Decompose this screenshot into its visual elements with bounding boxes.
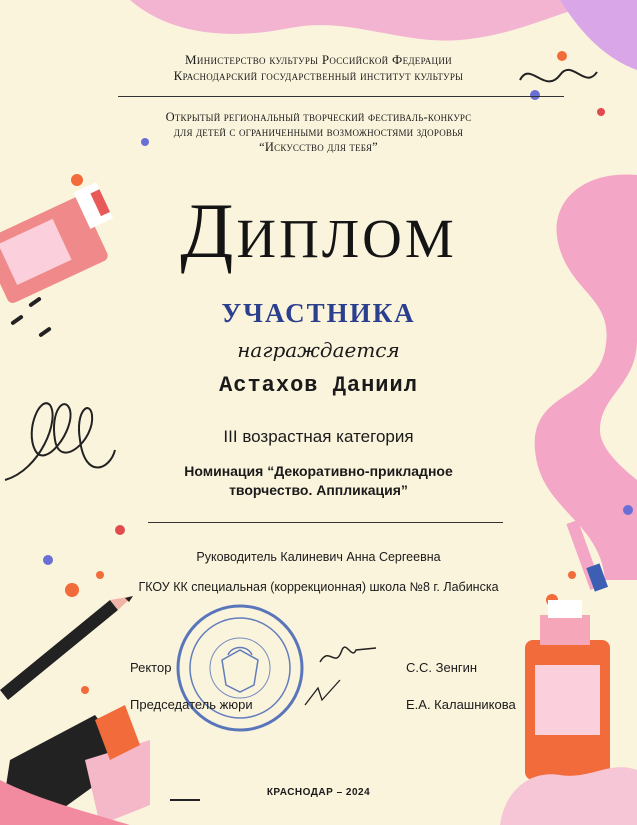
festival-line-2: для детей с ограниченными возможностями здоровья (173, 125, 464, 139)
supervisor-line: Руководитель Калиневич Анна Сергеевна (196, 550, 441, 564)
brush-bottom-left (0, 705, 150, 825)
festival-line-3: “Искусство для тебя” (259, 140, 378, 154)
rector-signature (320, 647, 376, 662)
nomination-line-2: творчество. Аппликация” (229, 482, 408, 498)
jury-chair-name: Е.А. Калашникова (406, 697, 516, 712)
rector-name: С.С. Зенгин (406, 660, 478, 675)
festival-line-1: Открытый региональный творческий фестиваль-конкурс (165, 110, 472, 124)
dot (568, 571, 576, 579)
ministry-line-1: Министерство культуры Российской Федерации (185, 52, 452, 67)
nomination-line-1: Номинация “Декоративно-прикладное (184, 463, 453, 479)
age-category: III возрастная категория (223, 427, 414, 446)
jury-signature (305, 680, 340, 705)
diploma-title: Диплом (180, 187, 457, 274)
divider-middle (148, 522, 503, 523)
pencil-bottom-left (0, 596, 133, 700)
dot (81, 686, 89, 694)
dot (115, 525, 125, 535)
dot (530, 90, 540, 100)
rector-title: Ректор (130, 660, 172, 675)
paint-tube-bottom-right (525, 600, 610, 780)
dot (623, 505, 633, 515)
dot (96, 571, 104, 579)
recipient-name: Астахов Даниил (219, 373, 418, 398)
top-wave-shape (130, 0, 610, 41)
ministry-line-2: Краснодарский государственный институт культуры (173, 68, 464, 83)
jury-chair-title: Председатель жюри (130, 697, 253, 712)
dot (71, 174, 83, 186)
divider-top (118, 96, 564, 97)
city-year: КРАСНОДАР – 2024 (266, 787, 371, 798)
diploma-subtitle: УЧАСТНИКА (221, 298, 416, 328)
school-line: ГКОУ КК специальная (коррекционная) школа №8 г. Лабинска (138, 580, 499, 594)
awarded-label: награждается (237, 338, 400, 362)
